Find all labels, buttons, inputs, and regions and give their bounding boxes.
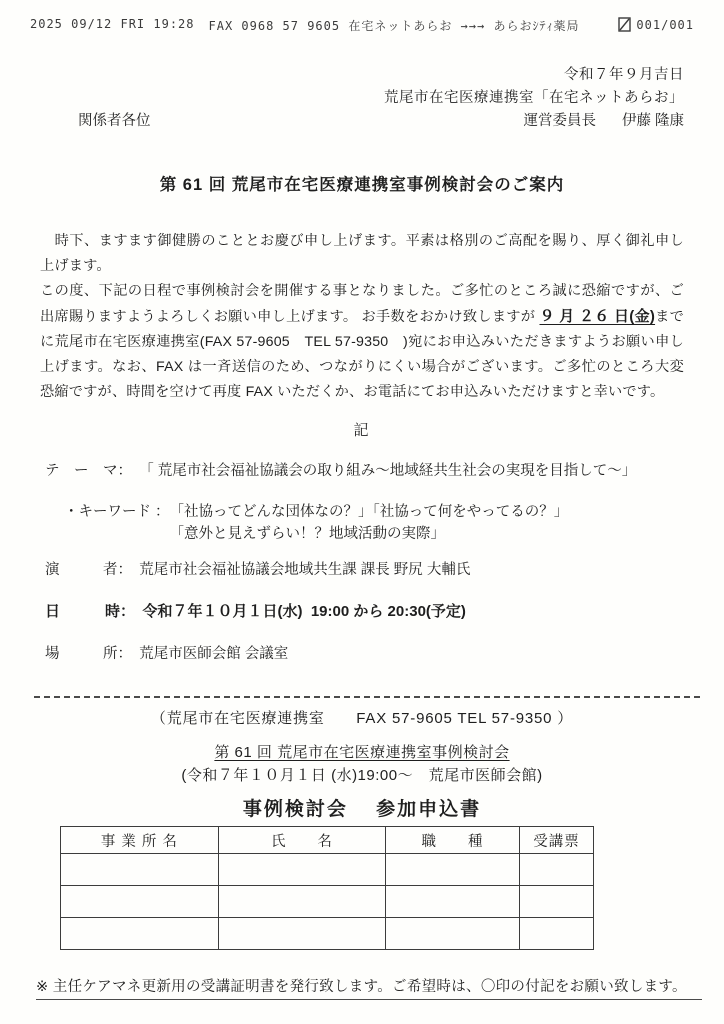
place-value: 荒尾市医師会館 会議室 (139, 646, 289, 662)
detail-speaker (45, 559, 694, 581)
sender-org: 荒尾市在宅医療連携室「在宅ネットあらお」 (384, 90, 684, 106)
datetime-value: 令和７年１０月１日(水) 19:00 から 20:30(予定) (142, 603, 466, 620)
recipient: 関係者各位 (78, 113, 151, 129)
cell-person-name (218, 918, 385, 950)
speaker-label: 演 者： (45, 562, 140, 578)
cell-office-name (61, 886, 219, 918)
dashed-divider (34, 696, 700, 698)
application-deadline: ９ 月 ２６ 日(金) (539, 308, 656, 325)
record-marker: 記 (353, 422, 371, 439)
cell-occupation (386, 854, 520, 886)
cell-occupation (386, 918, 520, 950)
sender-officer (523, 110, 684, 133)
theme-label: テ ー マ： (45, 463, 140, 479)
body-text (40, 229, 684, 405)
fax-route: FAX 0968 57 9605 在宅ネットあらお →→→ あらおｼﾃｨ薬局 (208, 19, 580, 33)
fax-datetime: 2025 09/12 FRI 19:28 (30, 17, 195, 31)
keyword-line-1: 「社協ってどんな団体なの？」「社協って何をやってるの？」 (169, 504, 569, 520)
greeting-sentence-2: この度、下記の日程で事例検討会を開催する事となりました。ご多忙のところ誠に恐縮ですが、ご出席賜りますようよろしくお願い申し上げます。 (40, 283, 684, 325)
datetime-label: 日 時： (45, 603, 143, 620)
footer-note: ※ 主任ケアマネ更新用の受講証明書を発行致します。ご希望時は、〇印の付記をお願い致します。 (36, 975, 702, 1000)
greeting-sentence-1: 時下、ますます御健勝のこととお慶び申し上げます。平素は格別のご高配を賜り、厚く御礼申し上げます。 (40, 233, 684, 274)
application-form-title: 事例検討会 参加申込書 (242, 799, 482, 820)
document-date: 令和７年９月吉日 (564, 67, 684, 83)
header-occupation: 職 種 (386, 827, 520, 854)
officer-title: 運営委員長 (523, 113, 596, 129)
letterhead (0, 64, 684, 110)
form-heading: 第 61 回 荒尾市在宅医療連携室事例検討会 (214, 744, 510, 761)
cell-certificate (519, 918, 593, 950)
cell-person-name (218, 886, 385, 918)
header-person-name: 氏 名 (218, 827, 385, 854)
application-table (60, 826, 594, 950)
page-icon (618, 17, 631, 32)
fax-page-count: 001/001 (636, 17, 694, 32)
cell-person-name (218, 854, 385, 886)
detail-keyword (64, 501, 694, 545)
table-header-row (61, 827, 594, 854)
fax-transmission-header (0, 0, 724, 34)
keyword-lines (170, 501, 569, 545)
keyword-label: ・キーワード ： (64, 504, 170, 520)
speaker-value: 荒尾市社会福祉協議会地域共生課 課長 野尻 大輔氏 (139, 562, 471, 578)
cell-certificate (519, 854, 593, 886)
fax-header-right (618, 17, 694, 32)
table-row (61, 886, 594, 918)
form-subheading: (令和７年１０月１日 (水)19:00～ 荒尾市医師会館) (181, 767, 543, 784)
header-certificate: 受講票 (519, 827, 593, 854)
cell-office-name (61, 854, 219, 886)
fax-header-left (30, 17, 579, 34)
address-row (78, 110, 684, 133)
place-label: 場 所： (45, 646, 140, 662)
cell-certificate (519, 886, 593, 918)
keyword-line-2: 「意外と見えずらい！？地域活動の実際」 (169, 526, 446, 542)
officer-name: 伊藤 隆康 (621, 113, 684, 129)
detail-datetime (45, 601, 694, 623)
table-row (61, 854, 594, 886)
cell-office-name (61, 918, 219, 950)
detail-place (45, 643, 694, 665)
request-suffix: までに荒尾市在宅医療連携室(FAX 57-9605 TEL 57-9350 )宛にお申込みいただきますようお願い申し上げます。なお、FAX は一斉送信のため、つながりにくい場合がございます。ご多忙のところ大変恐縮ですが、時間を空けて再度 FAX いただくか、お電話にてお申込みいただけますと幸いです。 (40, 309, 684, 400)
cell-occupation (386, 886, 520, 918)
document-title: 第 61 回 荒尾市在宅医療連携室事例検討会のご案内 (159, 176, 565, 194)
contact-line: （荒尾市在宅医療連携室 FAX 57-9605 TEL 57-9350 ） (150, 710, 574, 727)
theme-value: 「 荒尾市社会福祉協議会の取り組み～地域経共生社会の実現を目指して～」 (139, 463, 637, 479)
table-row (61, 918, 594, 950)
detail-theme (45, 460, 694, 482)
request-prefix: お手数をおかけ致しますが (361, 309, 540, 325)
header-office-name: 事 業 所 名 (61, 827, 219, 854)
